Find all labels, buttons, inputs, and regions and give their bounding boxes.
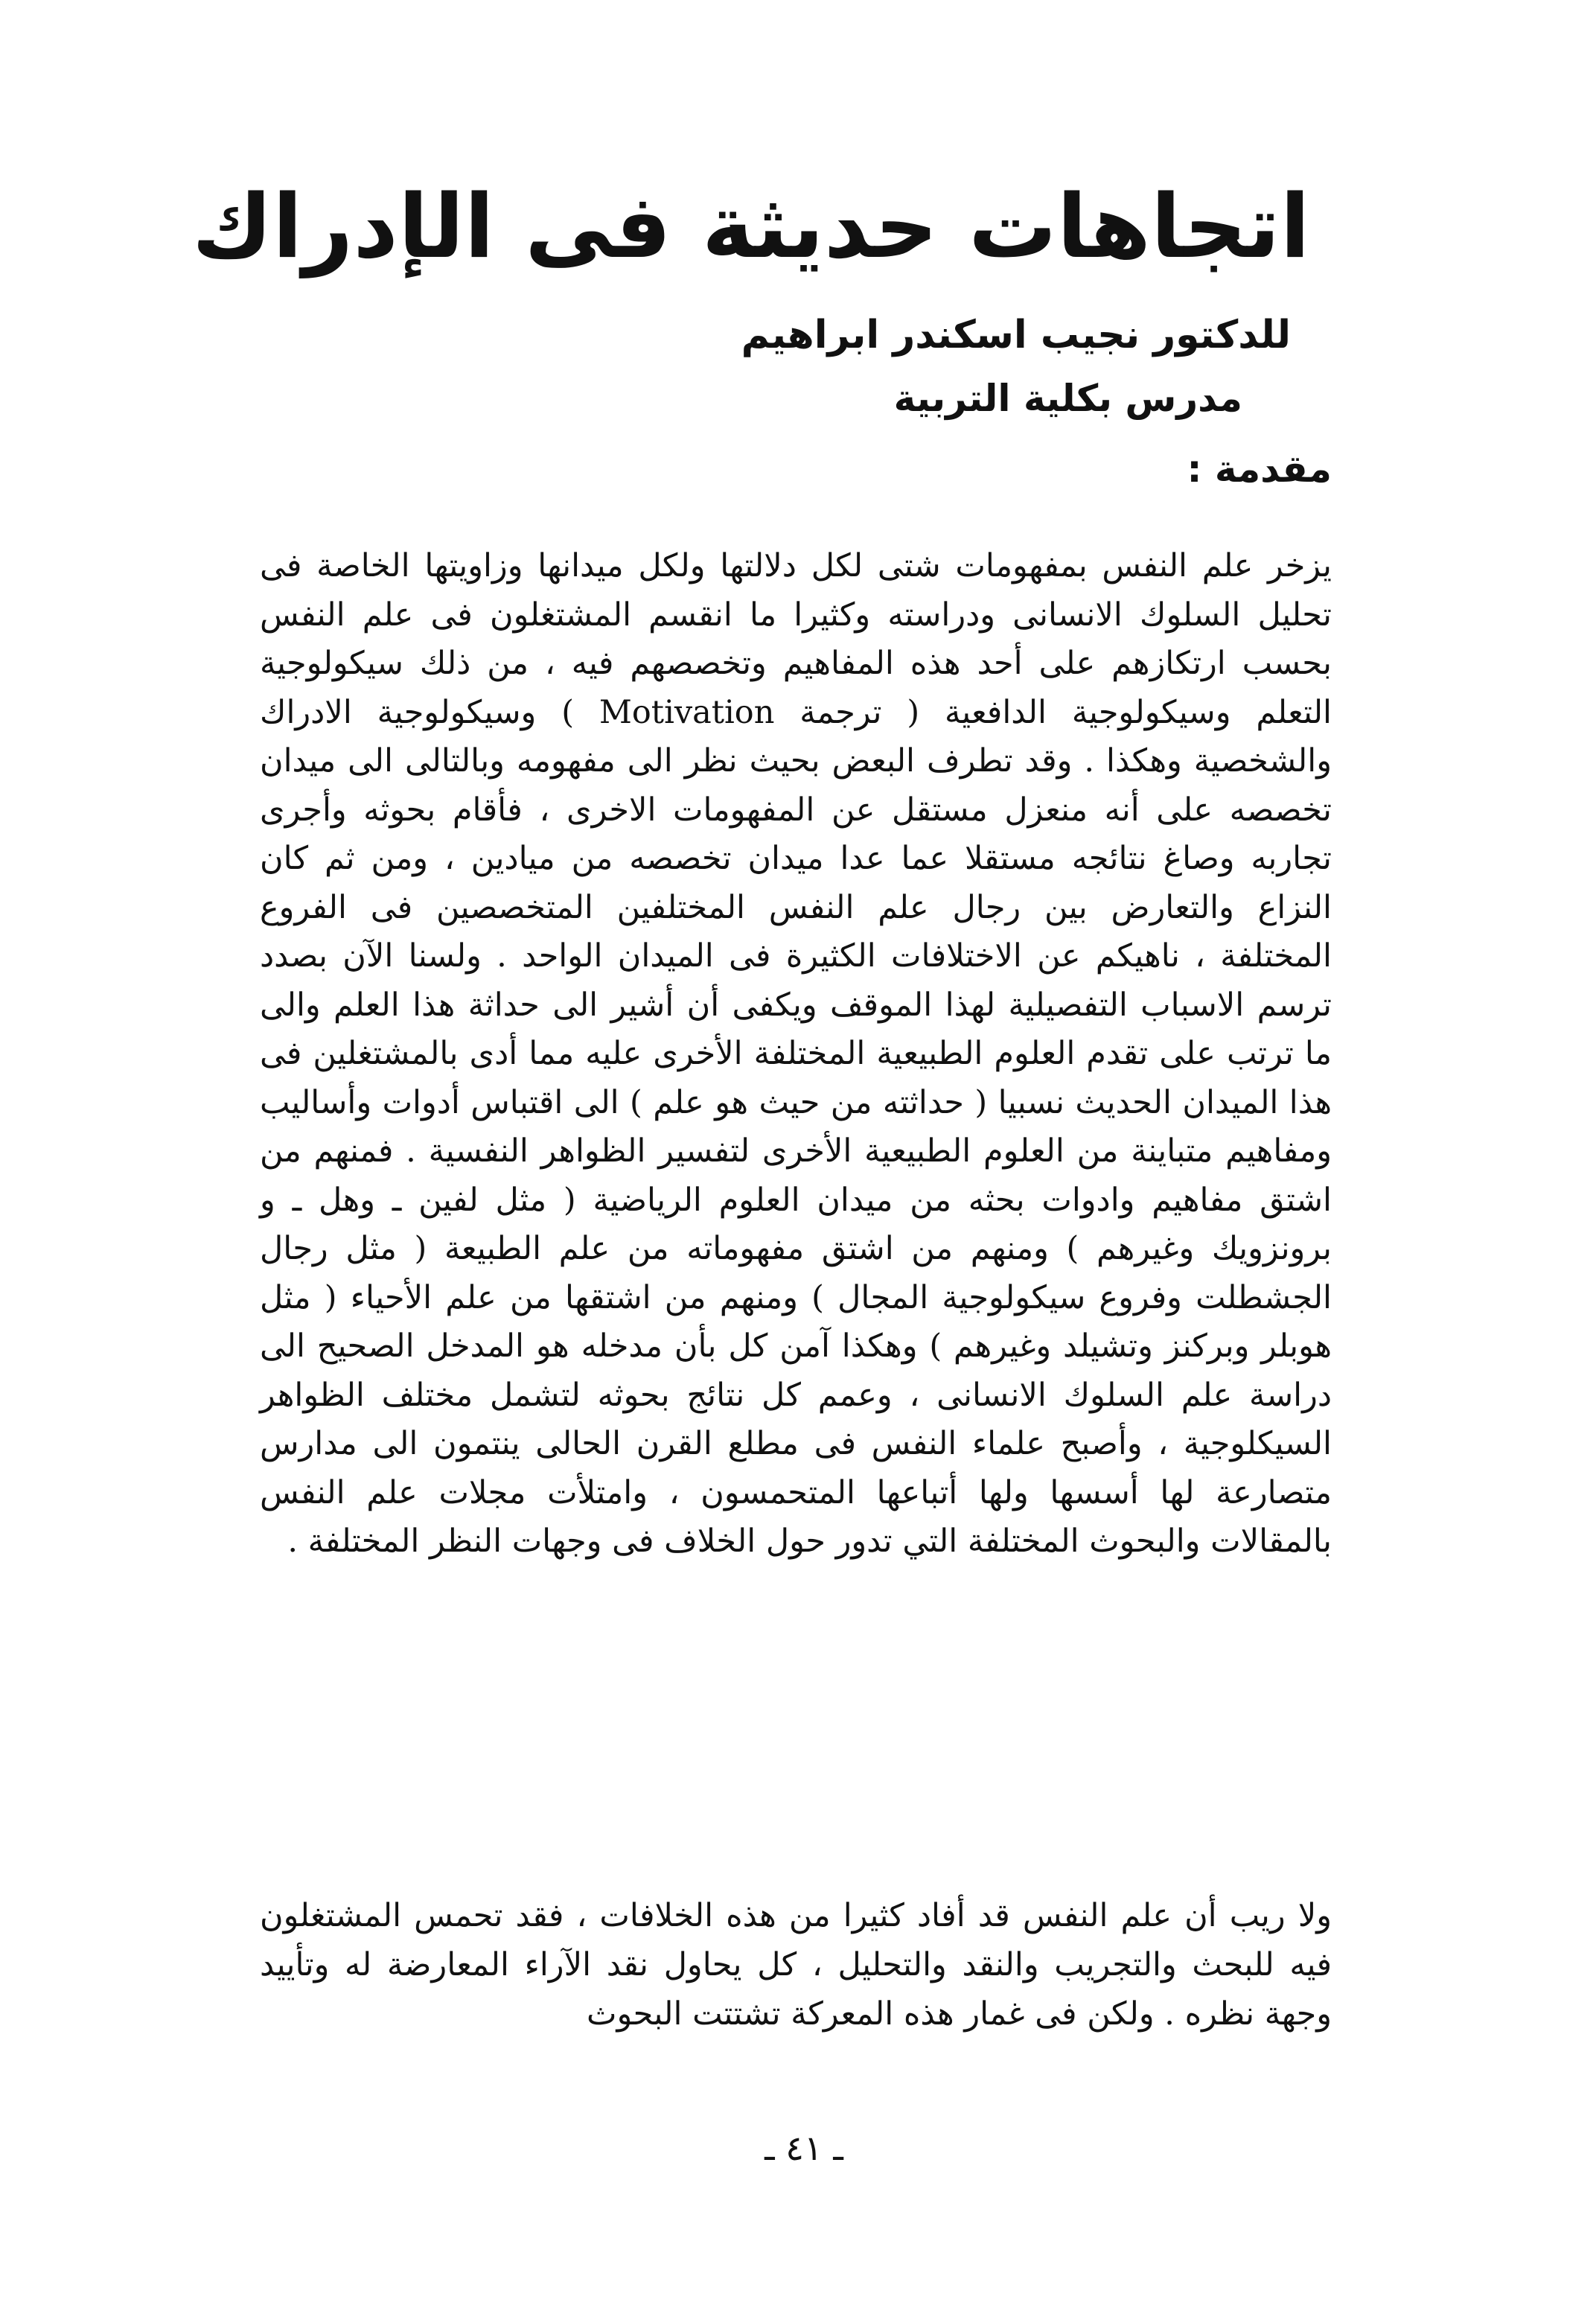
author-name: للدكتور نجيب اسكندر ابراهيم bbox=[741, 313, 1291, 357]
page-number: ـ ٤١ ـ bbox=[765, 2128, 843, 2168]
body-paragraph-2: ولا ريب أن علم النفس قد أفاد كثيرا من هذه الخلافات ، فقد تحمس المشتغلون فيه للبحث والتجريب والنقد والتحليل ، كل يحاول نقد الآراء المعارضة له وتأييد وجهة نظره . ولكن فى غمار هذه المعركة تشتتت البحوث bbox=[260, 1897, 1332, 2033]
body-paragraph-1: يزخر علم النفس بمفهومات شتى لكل دلالتها ولكل ميدانها وزاويتها الخاصة فى تحليل السلوك الانسانى ودراسته وكثيرا ما انقسم المشتغلون فى علم النفس بحسب ارتكازهم على أحد هذه المفاهيم وتخصصهم فيه ، من ذلك سيكولوجية التعلم وسيكولوجية الدافعية ( ترجمة Motivation ) وسيكولوجية الادراك والشخصية وهكذا . وقد تطرف البعض بحيث نظر الى مفهومه وبالتالى الى ميدان تخصصه على أنه منعزل مستقل عن المفهومات الاخرى ، فأقام بحوثه وأجرى تجاربه وصاغ نتائجه مستقلا عما عدا ميدان تخصصه من ميادين ، ومن ثم كان النزاع والتعارض بين رجال علم النفس المختلفين المتخصصين فى الفروع المختلفة ، ناهيكم عن الاختلافات الكثيرة فى الميدان الواحد . ولسنا الآن بصدد ترسم الاسباب التفصيلية لهذا الموقف ويكفى أن أشير الى حداثة هذا العلم والى ما ترتب على تقدم العلوم الطبيعية المختلفة الأخرى عليه مما أدى بالمشتغلين فى هذا الميدان الحديث نسبيا ( حداثته من حيث هو علم ) الى اقتباس أدوات وأساليب ومفاهيم متباينة من العلوم الطبيعية الأخرى لتفسير الظواهر النفسية . فمنهم من اشتق مفاهيم وادوات بحثه من ميدان العلوم الرياضية ( مثل لفين ـ وهل ـ و برونزويك وغيرهم ) ومنهم من اشتق مفهوماته من علم الطبيعة ( مثل رجال الجشطلت وفروع سيكولوجية المجال ) ومنهم من اشتقها من علم الأحياء ( مثل هوبلر وبركنز وتشيلد وغيرهم ) وهكذا آمن كل بأن مدخله هو المدخل الصحيح الى دراسة علم السلوك الانسانى ، وعمم كل نتائج بحوثه لتشمل مختلف الظواهر السيكلوجية ، وأصبح علماء النفس فى مطلع القرن الحالى ينتمون الى مدارس متصارعة لها أسسها ولها أتباعها المتحمسون ، وامتلأت مجلات علم النفس بالمقالات والبحوث المختلفة التي تدور حول الخلاف فى وجهات النظر المختلفة . bbox=[260, 547, 1332, 1560]
author-affiliation: مدرس بكلية التربية bbox=[893, 377, 1242, 420]
section-heading-introduction: مقدمة : bbox=[1187, 447, 1332, 491]
article-title: اتجاهات حديثة فى الإدراك bbox=[191, 175, 1310, 278]
